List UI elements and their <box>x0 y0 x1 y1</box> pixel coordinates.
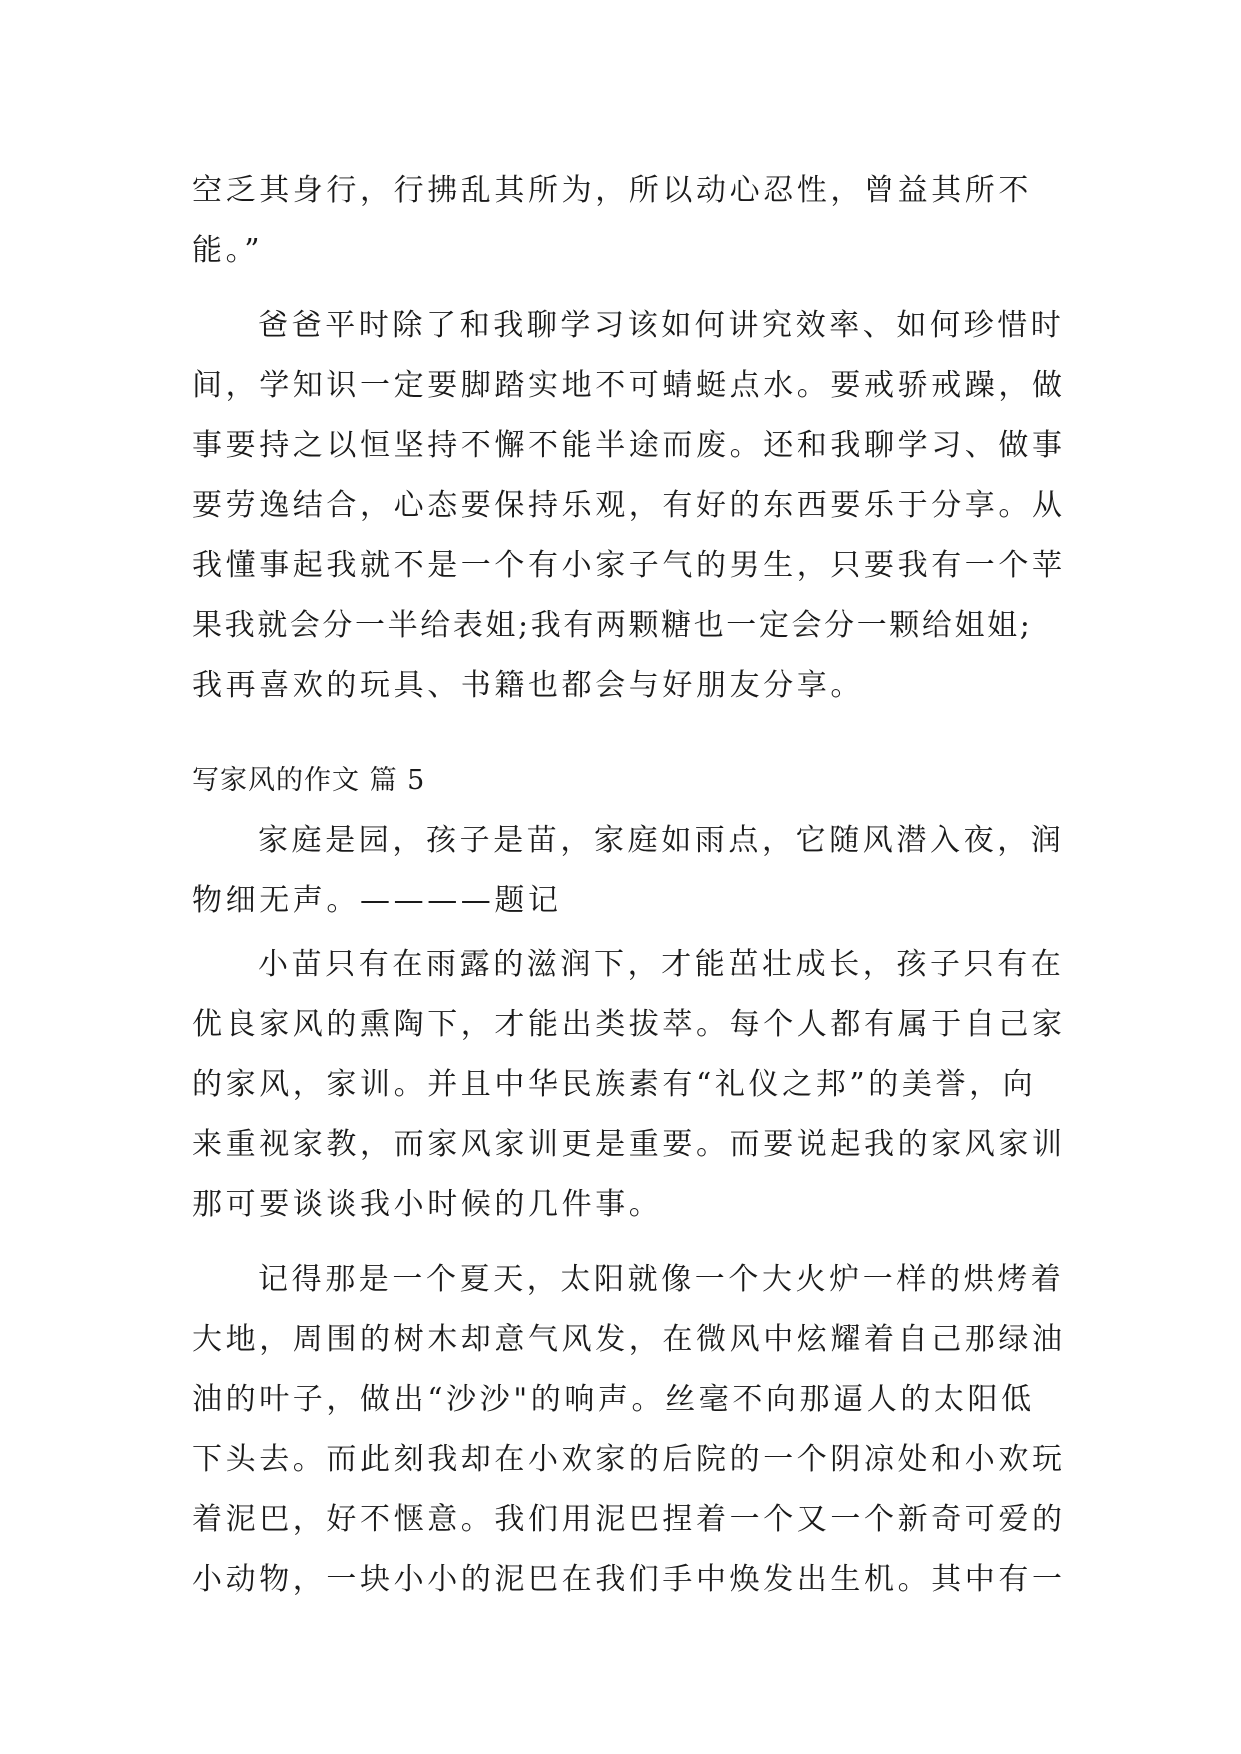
text-line: 家庭是园，孩子是苗，家庭如雨点，它随风潜入夜，润 <box>258 823 1065 858</box>
text-line: 来重视家教，而家风家训更是重要。而要说起我的家风家训 <box>192 1127 1066 1162</box>
text-line: 那可要谈谈我小时候的几件事。 <box>192 1187 663 1222</box>
text-line: 小动物，一块小小的泥巴在我们手中焕发出生机。其中有一 <box>192 1562 1066 1597</box>
text-line: 爸爸平时除了和我聊学习该如何讲究效率、如何珍惜时 <box>258 308 1065 343</box>
paragraph-continuation <box>192 161 1052 281</box>
document-page <box>192 161 1066 1610</box>
paragraph-father-advice <box>192 296 1066 716</box>
text-line: 的家风，家训。并且中华民族素有“礼仪之邦”的美誉，向 <box>192 1067 1037 1102</box>
text-line: 事要持之以恒坚持不懈不能半途而废。还和我聊学习、做事 <box>192 428 1066 463</box>
text-line: 小苗只有在雨露的滋润下，才能茁壮成长，孩子只有在 <box>258 947 1065 982</box>
text-line: 要劳逸结合，心态要保持乐观，有好的东西要乐于分享。从 <box>192 488 1066 523</box>
section-heading: 写家风的作文 篇 5 <box>192 765 426 796</box>
text-line: 空乏其身行，行拂乱其所为，所以动心忍性，曾益其所不 <box>192 173 1032 208</box>
text-line: 下头去。而此刻我却在小欢家的后院的一个阴凉处和小欢玩 <box>192 1442 1066 1477</box>
text-line: 我再喜欢的玩具、书籍也都会与好朋友分享。 <box>192 668 864 703</box>
text-line: 果我就会分一半给表姐;我有两颗糖也一定会分一颗给姐姐; <box>192 608 1033 643</box>
paragraph-epigraph <box>192 811 1065 931</box>
text-line: 优良家风的熏陶下，才能出类拔萃。每个人都有属于自己家 <box>192 1007 1066 1042</box>
text-line: 能。” <box>192 233 264 268</box>
text-line: 记得那是一个夏天，太阳就像一个大火炉一样的烘烤着 <box>258 1262 1065 1297</box>
text-line: 我懂事起我就不是一个有小家子气的男生，只要我有一个苹 <box>192 548 1066 583</box>
text-line: 物细无声。————题记 <box>192 883 562 918</box>
text-line: 大地，周围的树木却意气风发，在微风中炫耀着自己那绿油 <box>192 1322 1066 1357</box>
paragraph-summer-memory <box>192 1250 1066 1610</box>
text-line: 间，学知识一定要脚踏实地不可蜻蜓点水。要戒骄戒躁，做 <box>192 368 1066 403</box>
paragraph-family-tradition <box>192 935 1066 1235</box>
text-line: 着泥巴，好不惬意。我们用泥巴捏着一个又一个新奇可爱的 <box>192 1502 1066 1537</box>
text-line: 油的叶子，做出“沙沙"的响声。丝毫不向那逼人的太阳低 <box>192 1382 1035 1417</box>
